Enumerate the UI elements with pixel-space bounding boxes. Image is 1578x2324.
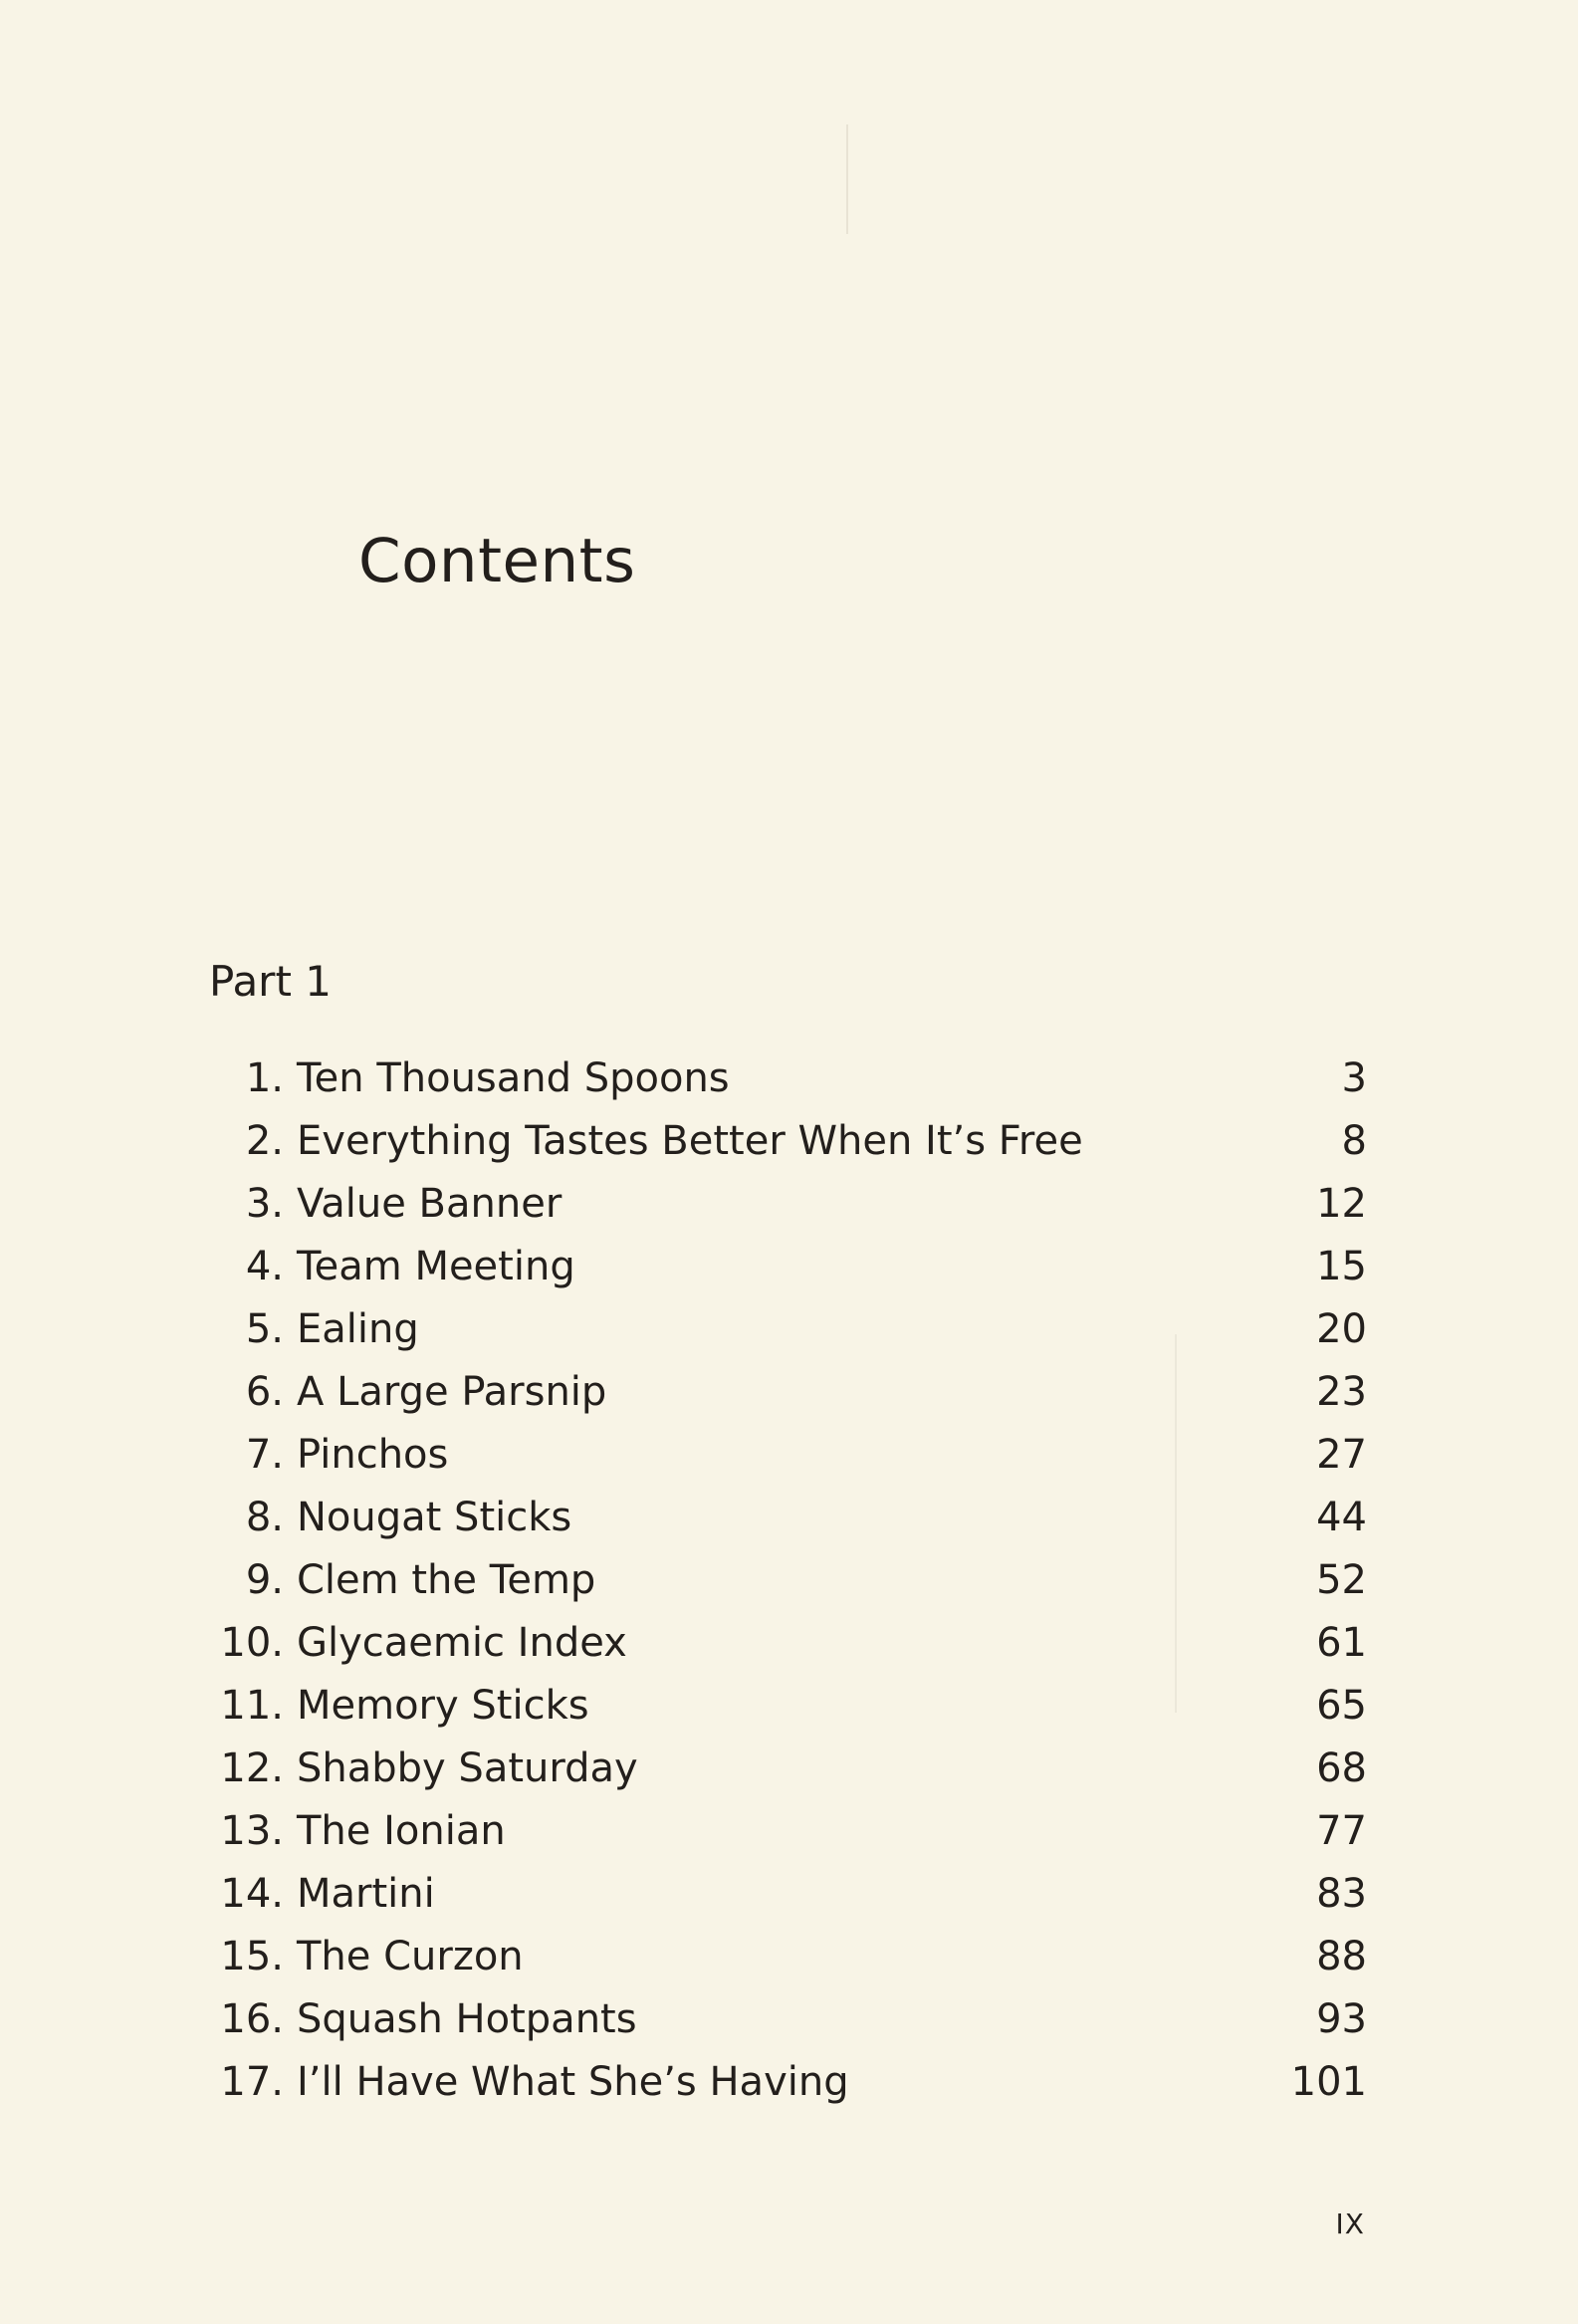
toc-entry (0, 1612, 1578, 1675)
chapter-number: 7. (245, 1432, 284, 1478)
chapter-page-number: 101 (1290, 2059, 1367, 2105)
chapter-page-number: 12 (1316, 1181, 1367, 1227)
toc-entry (0, 1110, 1578, 1173)
toc-entry (0, 1675, 1578, 1738)
contents-title: Contents (358, 526, 636, 596)
chapter-number: 10. (220, 1620, 284, 1666)
chapter-number: 9. (245, 1557, 284, 1603)
chapter-number: 14. (220, 1871, 284, 1917)
chapter-number: 17. (220, 2059, 284, 2105)
chapter-title: Pinchos (297, 1432, 449, 1478)
toc-entry (0, 1800, 1578, 1863)
toc-entry (0, 1424, 1578, 1487)
chapter-title: Value Banner (297, 1181, 563, 1227)
chapter-number: 11. (220, 1683, 284, 1729)
chapter-title: A Large Parsnip (297, 1369, 607, 1415)
chapter-page-number: 65 (1316, 1683, 1367, 1729)
toc-entry (0, 2051, 1578, 2114)
chapter-number: 2. (245, 1118, 284, 1164)
chapter-number: 12. (220, 1745, 284, 1791)
chapter-page-number: 44 (1316, 1495, 1367, 1540)
chapter-title: Clem the Temp (297, 1557, 596, 1603)
toc-entry (0, 1738, 1578, 1800)
chapter-number: 16. (220, 1996, 284, 2042)
table-of-contents (0, 1047, 1578, 2114)
chapter-title: The Curzon (297, 1934, 524, 1979)
chapter-title: Squash Hotpants (297, 1996, 637, 2042)
chapter-title: Ealing (297, 1306, 419, 1352)
chapter-number: 4. (245, 1244, 284, 1289)
chapter-title: The Ionian (297, 1808, 506, 1854)
chapter-number: 6. (245, 1369, 284, 1415)
chapter-title: I’ll Have What She’s Having (297, 2059, 849, 2105)
chapter-page-number: 8 (1341, 1118, 1367, 1164)
chapter-title: Nougat Sticks (297, 1495, 572, 1540)
chapter-number: 5. (245, 1306, 284, 1352)
chapter-page-number: 83 (1316, 1871, 1367, 1917)
toc-entry (0, 1863, 1578, 1926)
toc-entry (0, 1298, 1578, 1361)
toc-entry (0, 1926, 1578, 1988)
chapter-page-number: 15 (1316, 1244, 1367, 1289)
part-heading: Part 1 (209, 957, 332, 1006)
chapter-page-number: 27 (1316, 1432, 1367, 1478)
chapter-number: 3. (245, 1181, 284, 1227)
chapter-page-number: 23 (1316, 1369, 1367, 1415)
chapter-page-number: 68 (1316, 1745, 1367, 1791)
chapter-title: Team Meeting (297, 1244, 575, 1289)
chapter-title: Memory Sticks (297, 1683, 589, 1729)
toc-entry (0, 1988, 1578, 2051)
scan-mark (846, 124, 848, 234)
toc-entry (0, 1173, 1578, 1236)
toc-entry (0, 1549, 1578, 1612)
chapter-page-number: 61 (1316, 1620, 1367, 1666)
chapter-title: Everything Tastes Better When It’s Free (297, 1118, 1083, 1164)
chapter-number: 1. (245, 1055, 284, 1101)
toc-entry (0, 1487, 1578, 1549)
page-number: IX (1335, 2208, 1365, 2240)
chapter-title: Ten Thousand Spoons (297, 1055, 730, 1101)
toc-entry (0, 1047, 1578, 1110)
chapter-number: 8. (245, 1495, 284, 1540)
chapter-page-number: 93 (1316, 1996, 1367, 2042)
chapter-page-number: 3 (1341, 1055, 1367, 1101)
chapter-title: Martini (297, 1871, 435, 1917)
chapter-title: Glycaemic Index (297, 1620, 627, 1666)
chapter-page-number: 77 (1316, 1808, 1367, 1854)
chapter-number: 15. (220, 1934, 284, 1979)
chapter-page-number: 20 (1316, 1306, 1367, 1352)
chapter-page-number: 88 (1316, 1934, 1367, 1979)
toc-entry (0, 1361, 1578, 1424)
chapter-number: 13. (220, 1808, 284, 1854)
chapter-page-number: 52 (1316, 1557, 1367, 1603)
chapter-title: Shabby Saturday (297, 1745, 638, 1791)
toc-entry (0, 1236, 1578, 1298)
